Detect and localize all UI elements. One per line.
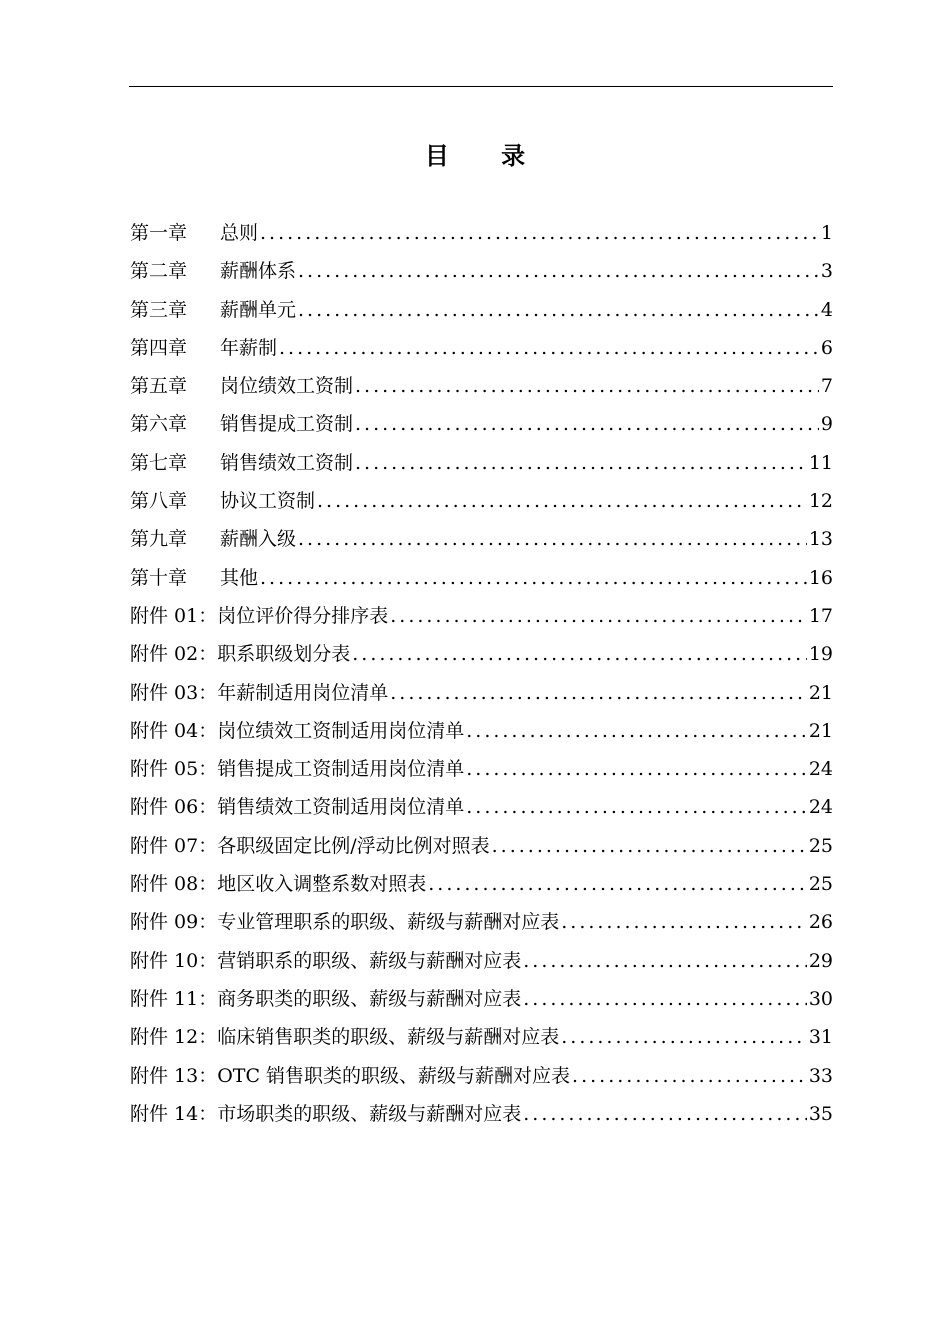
- toc-entry-page: 33: [808, 1064, 833, 1087]
- toc-entry-label: 第五章: [130, 375, 188, 398]
- toc-dot-leader: [390, 597, 807, 635]
- toc-entry[interactable]: [130, 712, 833, 750]
- toc-entry[interactable]: [130, 942, 833, 980]
- toc-dot-leader: [298, 520, 807, 558]
- toc-entry-page: 25: [808, 834, 833, 857]
- toc-entry-label: 第四章: [130, 336, 188, 359]
- toc-entry[interactable]: [130, 329, 833, 367]
- toc-entry[interactable]: [130, 1095, 833, 1133]
- toc-entry-label: 第一章: [130, 222, 188, 244]
- toc-entry-title: 营销职系的职级、薪级与薪酬对应表: [217, 949, 522, 972]
- toc-entry-label: 附件 10：: [130, 949, 218, 972]
- toc-dot-leader: [523, 942, 807, 980]
- toc-entry-label: 附件 02：: [130, 643, 218, 666]
- toc-dot-leader: [279, 329, 819, 367]
- toc-dot-leader: [428, 865, 807, 903]
- toc-entry-label: 第十章: [130, 566, 188, 589]
- toc-entry-title: 岗位绩效工资制: [220, 375, 354, 398]
- toc-entry-page: 9: [820, 413, 833, 436]
- toc-entry-page: 13: [808, 528, 833, 551]
- toc-entry-label: 附件 04：: [130, 719, 218, 742]
- toc-entry-title: 年薪制: [220, 336, 278, 359]
- toc-entry[interactable]: [130, 980, 833, 1018]
- toc-entry-page: 35: [808, 1102, 833, 1125]
- toc-entry-page: 29: [808, 949, 833, 972]
- toc-dot-leader: [572, 1057, 807, 1095]
- toc-entry-page: 3: [820, 260, 833, 283]
- toc-entry-page: 21: [808, 719, 833, 742]
- toc-entry[interactable]: [130, 865, 833, 903]
- toc-entry[interactable]: [130, 252, 833, 290]
- toc-dot-leader: [355, 367, 819, 405]
- toc-entry-title: 专业管理职系的职级、薪级与薪酬对应表: [217, 911, 560, 934]
- toc-entry-title: 薪酬体系: [220, 260, 297, 283]
- toc-entry[interactable]: [130, 635, 833, 673]
- toc-entry-title: 地区收入调整系数对照表: [217, 873, 427, 896]
- toc-entry-page: 21: [808, 681, 833, 704]
- toc-entry[interactable]: [130, 444, 833, 482]
- toc-entry-title: 销售绩效工资制适用岗位清单: [217, 796, 465, 819]
- toc-entry-page: 12: [808, 490, 833, 513]
- toc-dot-leader: [355, 405, 819, 443]
- toc-dot-leader: [260, 214, 819, 252]
- toc-entry-title: 协议工资制: [220, 490, 316, 513]
- toc-entry-label: 第八章: [130, 490, 188, 513]
- toc-entry-page: 17: [808, 604, 833, 627]
- toc-entry[interactable]: [130, 520, 833, 558]
- toc-entry-title: 商务职类的职级、薪级与薪酬对应表: [217, 987, 522, 1010]
- toc-entry-title: 年薪制适用岗位清单: [217, 681, 389, 704]
- toc-entry-label: 第六章: [130, 413, 188, 436]
- toc-entry-page: 24: [808, 758, 833, 781]
- toc-dot-leader: [523, 980, 807, 1018]
- toc-entry[interactable]: [130, 903, 833, 941]
- toc-entry-title: 岗位评价得分排序表: [217, 604, 389, 627]
- toc-entry-label: 附件 12：: [130, 1026, 218, 1049]
- toc-entry-label: 附件 09：: [130, 911, 218, 934]
- toc-entry[interactable]: [130, 291, 833, 329]
- toc-entry[interactable]: [130, 214, 833, 252]
- toc-entry-label: 附件 03：: [130, 681, 218, 704]
- toc-entry-title: 销售绩效工资制: [220, 451, 354, 474]
- toc-entry-label: 第三章: [130, 298, 188, 321]
- toc-dot-leader: [355, 444, 807, 482]
- toc-entry-label: 第二章: [130, 260, 188, 283]
- toc-entry-label: 附件 11：: [130, 987, 218, 1010]
- toc-entry[interactable]: [130, 788, 833, 826]
- header-rule: [129, 86, 833, 87]
- toc-entry-page: 19: [808, 643, 833, 666]
- toc-entry-title: 销售提成工资制适用岗位清单: [217, 758, 465, 781]
- toc-entry[interactable]: [130, 1057, 833, 1095]
- toc-entry-title: 其他: [220, 566, 259, 589]
- toc-dot-leader: [561, 1018, 807, 1056]
- toc-entry[interactable]: [130, 367, 833, 405]
- toc-entry-title: 各职级固定比例/浮动比例对照表: [217, 834, 490, 857]
- toc-entry-title: 市场职类的职级、薪级与薪酬对应表: [217, 1102, 522, 1125]
- toc-entry-page: 4: [820, 298, 833, 321]
- toc-entry-label: 第七章: [130, 451, 188, 474]
- toc-dot-leader: [561, 903, 807, 941]
- toc-entry-page: 30: [808, 987, 833, 1010]
- toc-dot-leader: [466, 712, 807, 750]
- toc-entry-label: 附件 05：: [130, 758, 218, 781]
- toc-entry-title: 岗位绩效工资制适用岗位清单: [217, 719, 465, 742]
- toc-entry-page: 16: [808, 566, 833, 589]
- toc-entry-label: 附件 13：: [130, 1064, 218, 1087]
- toc-entry[interactable]: [130, 597, 833, 635]
- toc-entry[interactable]: [130, 750, 833, 788]
- toc-dot-leader: [260, 559, 807, 597]
- page-title: 目 录: [424, 142, 548, 170]
- toc-dot-leader: [298, 252, 819, 290]
- toc-entry-title: 职系职级划分表: [217, 643, 351, 666]
- toc-entry-page: 31: [808, 1026, 833, 1049]
- toc-entry-page: 25: [808, 873, 833, 896]
- toc-entry-label: 附件 14：: [130, 1102, 218, 1125]
- toc-entry-title: 薪酬入级: [220, 528, 297, 551]
- toc-entry[interactable]: [130, 827, 833, 865]
- toc-entry[interactable]: [130, 482, 833, 520]
- toc-entry[interactable]: [130, 559, 833, 597]
- toc-entry-title: 总则: [220, 222, 259, 244]
- toc-entry-page: 7: [820, 375, 833, 398]
- toc-entry-label: 附件 01：: [130, 604, 218, 627]
- toc-entry-label: 附件 07：: [130, 834, 218, 857]
- toc-dot-leader: [352, 635, 807, 673]
- toc-entry-title: 临床销售职类的职级、薪级与薪酬对应表: [217, 1026, 560, 1049]
- toc-entry-title: 销售提成工资制: [220, 413, 354, 436]
- toc-dot-leader: [317, 482, 807, 520]
- toc-entry-page: 1: [820, 222, 833, 244]
- toc-dot-leader: [466, 788, 807, 826]
- toc-dot-leader: [390, 674, 807, 712]
- toc-entry-page: 6: [820, 336, 833, 359]
- toc-dot-leader: [298, 291, 819, 329]
- toc-entry-page: 24: [808, 796, 833, 819]
- toc-entry[interactable]: [130, 1018, 833, 1056]
- toc-dot-leader: [492, 827, 807, 865]
- toc-entry[interactable]: [130, 405, 833, 443]
- toc-entry-label: 附件 06：: [130, 796, 218, 819]
- toc-entry-label: 附件 08：: [130, 873, 218, 896]
- toc-dot-leader: [466, 750, 807, 788]
- toc-entry[interactable]: [130, 674, 833, 712]
- toc-dot-leader: [523, 1095, 807, 1133]
- toc-entry-page: 26: [808, 911, 833, 934]
- toc-entry-title: OTC 销售职类的职级、薪级与薪酬对应表: [217, 1064, 571, 1087]
- toc-list: [130, 214, 833, 1133]
- toc-entry-label: 第九章: [130, 528, 188, 551]
- toc-entry-title: 薪酬单元: [220, 298, 297, 321]
- toc-entry-page: 11: [808, 451, 833, 474]
